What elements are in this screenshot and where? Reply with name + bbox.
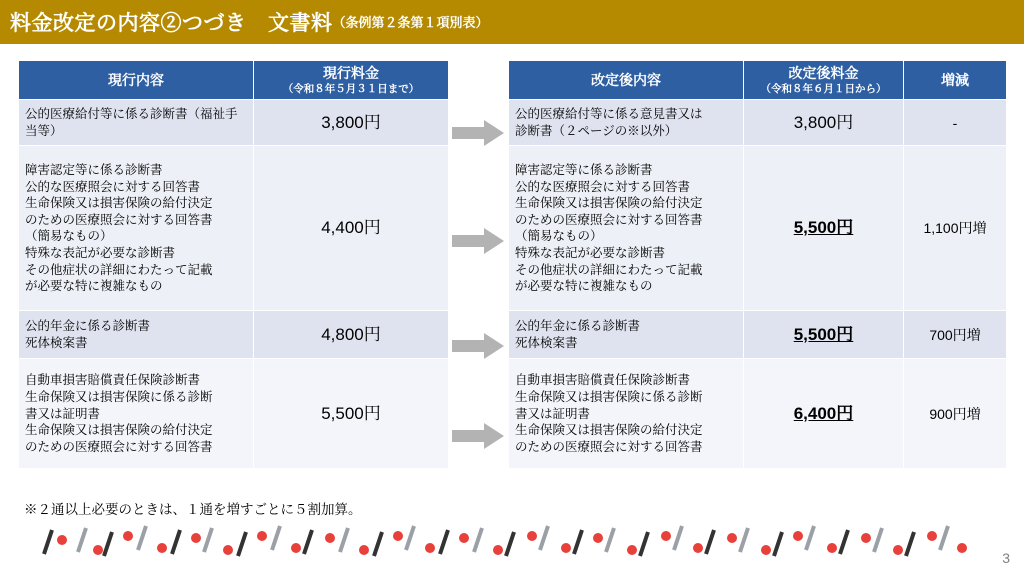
cell-current-content: 障害認定等に係る診断書 公的な医療照会に対する回答書 生命保険又は損害保険の給付決定 のための医療照会に対する回答書 （簡易なもの） 特殊な表記が必要な診断書 その他症状の詳細にわたって記載 が必要な特に複雑なもの [19,146,254,311]
cell-revised-content: 自動車損害賠償責任保険診断書 生命保険又は損害保険に係る診断 書又は証明書 生命保険又は損害保険の給付決定 のための医療照会に対する回答書 [509,359,744,469]
page-title: 料金改定の内容②つづき 文書料 [10,12,333,35]
table-row [509,100,1007,146]
cell-revised-content: 公的年金に係る診断書 死体検案書 [509,311,744,359]
table-row [19,100,449,146]
cell-revised-price: 3,800円 [744,100,904,146]
page-number: 3 [1002,550,1010,566]
cell-delta: 900円増 [904,359,1007,469]
header-delta: 増減 [904,61,1007,100]
page-subtitle: （条例第２条第１項別表） [332,14,489,30]
header-revised-price-note: （令和８年６月１日から） [760,82,887,95]
cell-delta: - [904,100,1007,146]
cell-revised-content: 障害認定等に係る診断書 公的な医療照会に対する回答書 生命保険又は損害保険の給付決定 のための医療照会に対する回答書 （簡易なもの） 特殊な表記が必要な診断書 その他症状の詳細にわたって記載 が必要な特に複雑なもの [509,146,744,311]
cell-current-price: 4,800円 [254,311,449,359]
header-current-price: 現行料金 （令和８年５月３１日まで） [254,61,449,100]
decorative-band [0,520,1024,566]
table-header-row [19,61,449,100]
cell-current-content: 公的年金に係る診断書 死体検案書 [19,311,254,359]
arrow-row-3 [452,333,504,359]
cell-revised-price: 5,500円 [744,311,904,359]
revised-fees-table [508,60,1007,469]
cell-delta: 700円増 [904,311,1007,359]
footnote: ※２通以上必要のときは、１通を増すごとに５割加算。 [24,502,362,517]
table-row [19,359,449,469]
cell-revised-price: 6,400円 [744,359,904,469]
table-header-row [509,61,1007,100]
table-row [19,311,449,359]
cell-revised-content: 公的医療給付等に係る意見書又は 診断書（２ページの※以外） [509,100,744,146]
table-row [509,311,1007,359]
cell-current-price: 3,800円 [254,100,449,146]
table-row [19,146,449,311]
arrow-row-4 [452,423,504,449]
table-row [509,146,1007,311]
current-fees-table [18,60,449,469]
table-row [509,359,1007,469]
cell-revised-price: 5,500円 [744,146,904,311]
arrow-row-2 [452,228,504,254]
header-current-price-note: （令和８年５月３１日まで） [282,82,420,95]
header-current-content: 現行内容 [19,61,254,100]
cell-current-content: 公的医療給付等に係る診断書（福祉手当等） [19,100,254,146]
header-revised-price: 改定後料金 （令和８年６月１日から） [744,61,904,100]
cell-current-content: 自動車損害賠償責任保険診断書 生命保険又は損害保険に係る診断 書又は証明書 生命保険又は損害保険の給付決定 のための医療照会に対する回答書 [19,359,254,469]
cell-current-price: 4,400円 [254,146,449,311]
title-bar [0,0,1024,44]
header-revised-content: 改定後内容 [509,61,744,100]
cell-delta: 1,100円増 [904,146,1007,311]
arrow-row-1 [452,120,504,146]
cell-current-price: 5,500円 [254,359,449,469]
